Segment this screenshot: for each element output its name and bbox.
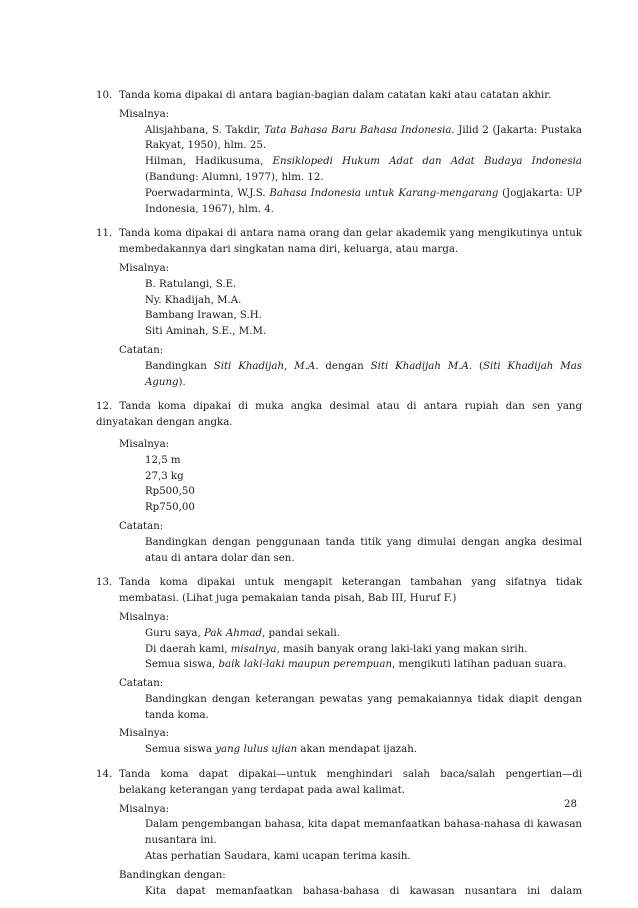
example-item: Alisjahbana, S. Takdir, Tata Bahasa Baru Bahasa Indonesia. Jilid 2 (Jakarta: Pustaka Rakyat, 1950), hlm. 25. xyxy=(145,124,582,152)
page-content xyxy=(96,88,582,908)
compare-label: Bandingkan dengan: xyxy=(119,869,226,881)
example-item: Hilman, Hadikusuma, Ensiklopedi Hukum Adat dan Adat Budaya Indonesia (Bandung: Alumni, 1977), hlm. 12. xyxy=(145,156,582,183)
example-item: 12,5 m xyxy=(145,454,181,466)
example-label: Misalnya: xyxy=(119,438,170,450)
page-number: 28 xyxy=(564,799,577,810)
rule-statement: Tanda koma dapat dipakai—untuk menghindari salah baca/salah pengertian—di belakang keterangan yang terdapat pada awal kalimat. xyxy=(119,769,582,796)
example-item: Ny. Khadijah, M.A. xyxy=(145,294,242,306)
rule-number: 10. xyxy=(96,90,113,101)
rule-number: 14. xyxy=(96,769,113,781)
example-item: 27,3 kg xyxy=(145,470,184,482)
note-label: Catatan: xyxy=(119,344,164,356)
example-item: Guru saya, Pak Ahmad, pandai sekali. xyxy=(145,627,341,639)
rule-number: 13. xyxy=(96,577,113,589)
example-item: Rp750,00 xyxy=(145,502,195,514)
rule-13 xyxy=(96,575,582,758)
rule-10 xyxy=(96,88,582,217)
example-item: Atas perhatian Saudara, kami ucapan terima kasih. xyxy=(145,851,411,863)
example-item: Bambang Irawan, S.H. xyxy=(145,310,262,322)
rule-12 xyxy=(96,399,582,566)
example-item: Semua siswa yang lulus ujian akan mendapat ijazah. xyxy=(145,744,418,756)
rule-number: 12. xyxy=(96,401,113,413)
rule-number: 11. xyxy=(96,228,113,240)
rule-statement: Tanda koma dipakai di antara nama orang dan gelar akademik yang mengikutinya untuk membedakannya dari singkatan nama diri, keluarga, atau marga. xyxy=(119,228,582,256)
example-item: Dalam pengembangan bahasa, kita dapat memanfaatkan bahasa-nahasa di kawasan nusantara ini. xyxy=(145,819,582,847)
example-item: Poerwadarminta, W.J.S. Bahasa Indonesia untuk Karang-mengarang (Jogjakarta: UP Indonesia, 1967), hlm. 4. xyxy=(145,187,582,215)
note-label: Catatan: xyxy=(119,678,164,690)
note-text: Bandingkan Siti Khadijah, M.A. dengan Siti Khadijah M.A. (Siti Khadijah Mas Agung). xyxy=(145,360,583,388)
note-text: Bandingkan dengan keterangan pewatas yang pemakaiannya tidak diapit dengan tanda koma. xyxy=(145,693,582,721)
example-label: Misalnya: xyxy=(119,803,170,815)
example-label: Misalnya: xyxy=(119,108,170,120)
example-label: Misalnya: xyxy=(119,728,170,740)
example-item: Semua siswa, baik laki-laki maupun perempuan, mengikuti latihan paduan suara. xyxy=(145,659,567,671)
example-item: Rp500,50 xyxy=(145,486,195,498)
example-item: Di daerah kami, misalnya, masih banyak orang laki-laki yang makan sirih. xyxy=(145,643,528,655)
example-item: B. Ratulangi, S.E. xyxy=(145,278,237,290)
rule-14 xyxy=(96,767,582,899)
note-label: Catatan: xyxy=(119,520,164,532)
rule-11 xyxy=(96,226,582,390)
example-label: Misalnya: xyxy=(119,611,170,623)
rule-statement: Tanda koma dipakai untuk mengapit keterangan tambahan yang sifatnya tidak membatasi. (Lihat juga pemakaian tanda pisah, Bab III, Huruf F.) xyxy=(119,577,582,605)
compare-text: Kita dapat memanfaatkan bahasa-bahasa di kawasan nusantara ini dalam xyxy=(145,885,582,897)
example-label: Misalnya: xyxy=(119,262,170,274)
rule-statement: 12. Tanda koma dipakai di muka angka desimal atau di antara rupiah dan sen yang dinyatakan dengan angka. xyxy=(96,401,582,429)
note-text: Bandingkan dengan penggunaan tanda titik yang dimulai dengan angka desimal atau di antara dolar dan sen. xyxy=(145,536,582,564)
example-item: Siti Aminah, S.E., M.M. xyxy=(145,326,267,338)
rule-statement: Tanda koma dipakai di antara bagian-bagian dalam catatan kaki atau catatan akhir. xyxy=(119,90,552,101)
